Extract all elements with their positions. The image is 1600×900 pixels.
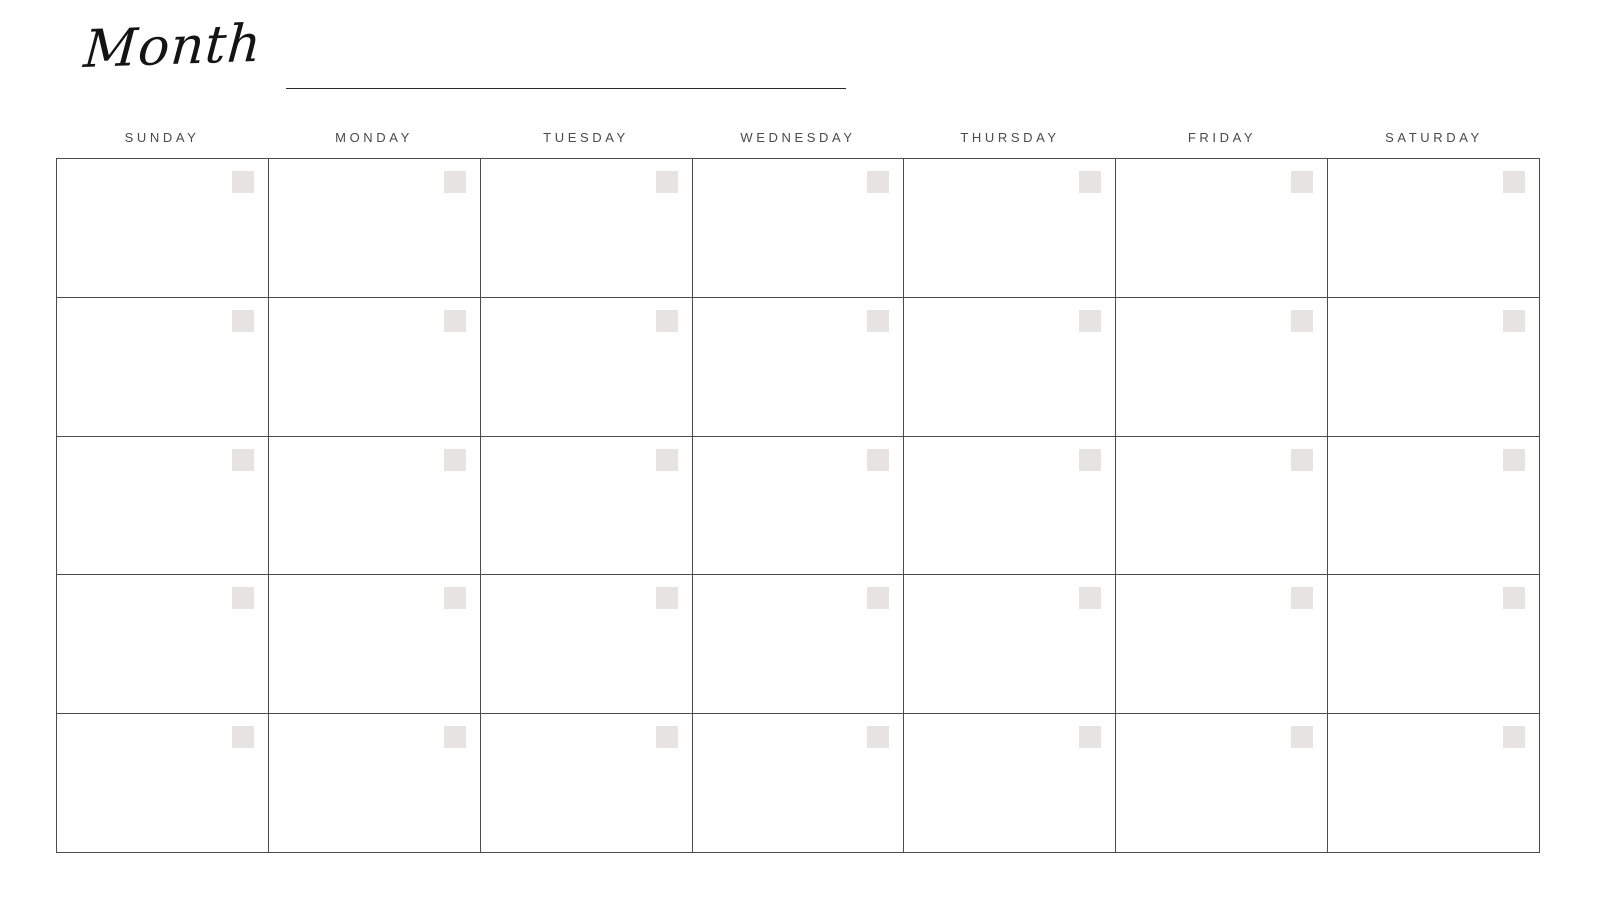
calendar-day-cell[interactable] xyxy=(57,575,269,714)
date-number-box[interactable] xyxy=(1079,726,1101,748)
calendar-day-cell[interactable] xyxy=(57,437,269,576)
calendar-day-cell[interactable] xyxy=(481,298,693,437)
day-notes-area[interactable] xyxy=(491,340,682,428)
calendar-day-cell[interactable] xyxy=(904,298,1116,437)
calendar-day-cell[interactable] xyxy=(57,714,269,853)
date-number-box[interactable] xyxy=(232,726,254,748)
calendar-day-cell[interactable] xyxy=(269,714,481,853)
calendar-day-cell[interactable] xyxy=(269,298,481,437)
date-number-box[interactable] xyxy=(656,310,678,332)
day-notes-area[interactable] xyxy=(279,340,470,428)
calendar-day-cell[interactable] xyxy=(693,159,905,298)
date-number-box[interactable] xyxy=(867,726,889,748)
calendar-day-cell[interactable] xyxy=(481,714,693,853)
day-notes-area[interactable] xyxy=(67,617,258,705)
date-number-box[interactable] xyxy=(1291,449,1313,471)
date-number-box[interactable] xyxy=(1503,310,1525,332)
date-number-box[interactable] xyxy=(656,587,678,609)
calendar-day-cell[interactable] xyxy=(1328,437,1540,576)
date-number-box[interactable] xyxy=(232,310,254,332)
date-number-box[interactable] xyxy=(1503,449,1525,471)
date-number-box[interactable] xyxy=(867,310,889,332)
weekday-label-sunday: SUNDAY xyxy=(124,130,200,145)
weekday-label-wednesday: WEDNESDAY xyxy=(740,130,856,145)
calendar-day-cell[interactable] xyxy=(1328,298,1540,437)
month-name-write-in-line[interactable] xyxy=(286,88,846,89)
calendar-day-cell[interactable] xyxy=(1116,575,1328,714)
calendar-day-cell[interactable] xyxy=(1328,575,1540,714)
date-number-box[interactable] xyxy=(444,310,466,332)
day-notes-area[interactable] xyxy=(67,201,258,289)
calendar-day-cell[interactable] xyxy=(1328,159,1540,298)
day-notes-area[interactable] xyxy=(279,756,470,844)
day-notes-area[interactable] xyxy=(703,756,894,844)
day-notes-area[interactable] xyxy=(1126,756,1317,844)
date-number-box[interactable] xyxy=(1291,310,1313,332)
day-notes-area[interactable] xyxy=(491,617,682,705)
day-notes-area[interactable] xyxy=(1338,340,1529,428)
day-notes-area[interactable] xyxy=(1338,479,1529,567)
weekday-label-tuesday: TUESDAY xyxy=(543,130,629,145)
day-notes-area[interactable] xyxy=(1126,340,1317,428)
calendar-day-cell[interactable] xyxy=(1116,437,1328,576)
calendar-day-cell[interactable] xyxy=(269,437,481,576)
date-number-box[interactable] xyxy=(867,587,889,609)
day-notes-area[interactable] xyxy=(1338,756,1529,844)
date-number-box[interactable] xyxy=(232,587,254,609)
date-number-box[interactable] xyxy=(1291,171,1313,193)
weekday-label-thursday: THURSDAY xyxy=(960,130,1060,145)
date-number-box[interactable] xyxy=(1079,310,1101,332)
date-number-box[interactable] xyxy=(1079,587,1101,609)
day-notes-area[interactable] xyxy=(1126,479,1317,567)
calendar-day-cell[interactable] xyxy=(693,575,905,714)
day-notes-area[interactable] xyxy=(703,340,894,428)
date-number-box[interactable] xyxy=(444,171,466,193)
calendar-day-cell[interactable] xyxy=(481,437,693,576)
calendar-day-cell[interactable] xyxy=(693,437,905,576)
calendar-day-cell[interactable] xyxy=(693,298,905,437)
calendar-day-cell[interactable] xyxy=(1116,298,1328,437)
calendar-day-cell[interactable] xyxy=(269,159,481,298)
day-notes-area[interactable] xyxy=(703,479,894,567)
day-notes-area[interactable] xyxy=(1338,617,1529,705)
day-notes-area[interactable] xyxy=(1126,617,1317,705)
day-notes-area[interactable] xyxy=(67,340,258,428)
date-number-box[interactable] xyxy=(444,726,466,748)
day-notes-area[interactable] xyxy=(491,479,682,567)
day-notes-area[interactable] xyxy=(914,201,1105,289)
page-title: Month xyxy=(81,13,264,80)
calendar-day-cell[interactable] xyxy=(693,714,905,853)
day-notes-area[interactable] xyxy=(914,756,1105,844)
day-notes-area[interactable] xyxy=(703,201,894,289)
date-number-box[interactable] xyxy=(232,449,254,471)
day-notes-area[interactable] xyxy=(491,201,682,289)
day-notes-area[interactable] xyxy=(1338,201,1529,289)
date-number-box[interactable] xyxy=(1079,171,1101,193)
calendar-day-cell[interactable] xyxy=(904,714,1116,853)
calendar-day-cell[interactable] xyxy=(904,575,1116,714)
date-number-box[interactable] xyxy=(867,171,889,193)
date-number-box[interactable] xyxy=(444,587,466,609)
weekday-label-saturday: SATURDAY xyxy=(1385,130,1483,145)
weekday-label-monday: MONDAY xyxy=(335,130,413,145)
calendar-day-cell[interactable] xyxy=(481,575,693,714)
calendar-day-cell[interactable] xyxy=(57,159,269,298)
day-notes-area[interactable] xyxy=(914,617,1105,705)
date-number-box[interactable] xyxy=(444,449,466,471)
day-notes-area[interactable] xyxy=(279,479,470,567)
day-notes-area[interactable] xyxy=(1126,201,1317,289)
calendar-day-cell[interactable] xyxy=(904,437,1116,576)
date-number-box[interactable] xyxy=(867,449,889,471)
calendar-day-cell[interactable] xyxy=(1328,714,1540,853)
calendar-grid xyxy=(56,158,1540,853)
date-number-box[interactable] xyxy=(232,171,254,193)
day-notes-area[interactable] xyxy=(67,479,258,567)
calendar-day-cell[interactable] xyxy=(1116,714,1328,853)
day-notes-area[interactable] xyxy=(67,756,258,844)
day-notes-area[interactable] xyxy=(703,617,894,705)
date-number-box[interactable] xyxy=(1503,587,1525,609)
calendar-day-cell[interactable] xyxy=(1116,159,1328,298)
day-notes-area[interactable] xyxy=(914,479,1105,567)
calendar-day-cell[interactable] xyxy=(269,575,481,714)
day-notes-area[interactable] xyxy=(279,617,470,705)
date-number-box[interactable] xyxy=(1503,171,1525,193)
calendar-day-cell[interactable] xyxy=(57,298,269,437)
day-notes-area[interactable] xyxy=(914,340,1105,428)
weekday-label-friday: FRIDAY xyxy=(1187,130,1257,145)
day-notes-area[interactable] xyxy=(279,201,470,289)
date-number-box[interactable] xyxy=(1503,726,1525,748)
calendar-day-cell[interactable] xyxy=(904,159,1116,298)
date-number-box[interactable] xyxy=(1291,587,1313,609)
date-number-box[interactable] xyxy=(656,449,678,471)
weekday-header-row xyxy=(56,130,1540,145)
date-number-box[interactable] xyxy=(656,726,678,748)
day-notes-area[interactable] xyxy=(491,756,682,844)
calendar-day-cell[interactable] xyxy=(481,159,693,298)
date-number-box[interactable] xyxy=(1291,726,1313,748)
date-number-box[interactable] xyxy=(656,171,678,193)
date-number-box[interactable] xyxy=(1079,449,1101,471)
calendar-header xyxy=(58,13,1538,110)
